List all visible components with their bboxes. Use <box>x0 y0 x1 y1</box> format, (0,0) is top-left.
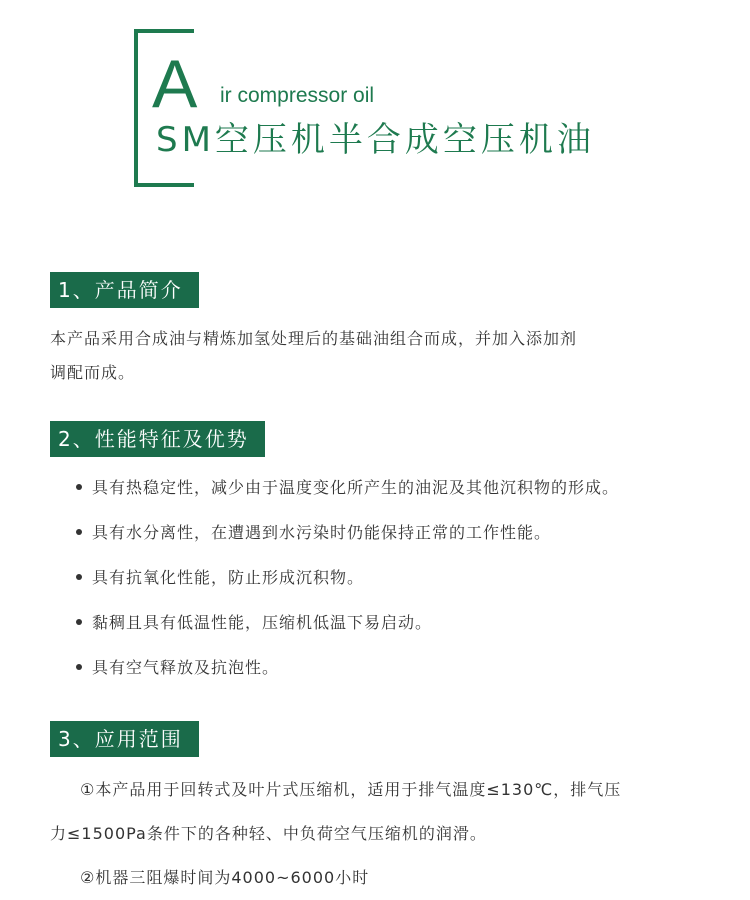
bullet-icon <box>76 484 82 490</box>
section-heading-usage: 3、应用范围 <box>50 721 199 757</box>
usage-line: ①本产品用于回转式及叶片式压缩机，适用于排气温度≤130℃，排气压 <box>80 780 622 799</box>
intro-paragraph <box>50 322 710 390</box>
page-title: SM空压机半合成空压机油 <box>156 120 595 160</box>
list-item-text: 具有抗氧化性能，防止形成沉积物。 <box>92 568 365 587</box>
usage-line: 力≤1500Pa条件下的各种轻、中负荷空气压缩机的润滑。 <box>50 824 487 843</box>
bullet-icon <box>76 574 82 580</box>
bullet-icon <box>76 529 82 535</box>
list-item <box>76 517 619 562</box>
usage-paragraph <box>50 768 710 900</box>
list-item-text: 具有热稳定性，减少由于温度变化所产生的油泥及其他沉积物的形成。 <box>92 478 620 497</box>
section-heading-intro: 1、产品简介 <box>50 272 199 308</box>
intro-line: 本产品采用合成油与精炼加氢处理后的基础油组合而成，并加入添加剂 <box>50 329 578 348</box>
intro-line: 调配而成。 <box>50 363 136 382</box>
list-item <box>76 607 619 652</box>
list-item-text: 具有空气释放及抗泡性。 <box>92 658 280 677</box>
bullet-icon <box>76 664 82 670</box>
usage-line: ②机器三阻爆时间为4000~6000小时 <box>80 868 370 887</box>
subtitle-english: ir compressor oil <box>220 84 375 107</box>
section-heading-features: 2、性能特征及优势 <box>50 421 265 457</box>
list-item <box>76 562 619 607</box>
logo-letter-a: A <box>152 46 198 122</box>
feature-list <box>76 472 619 697</box>
list-item-text: 具有水分离性，在遭遇到水污染时仍能保持正常的工作性能。 <box>92 523 552 542</box>
list-item <box>76 472 619 517</box>
list-item <box>76 652 619 697</box>
bullet-icon <box>76 619 82 625</box>
list-item-text: 黏稠且具有低温性能，压缩机低温下易启动。 <box>92 613 433 632</box>
